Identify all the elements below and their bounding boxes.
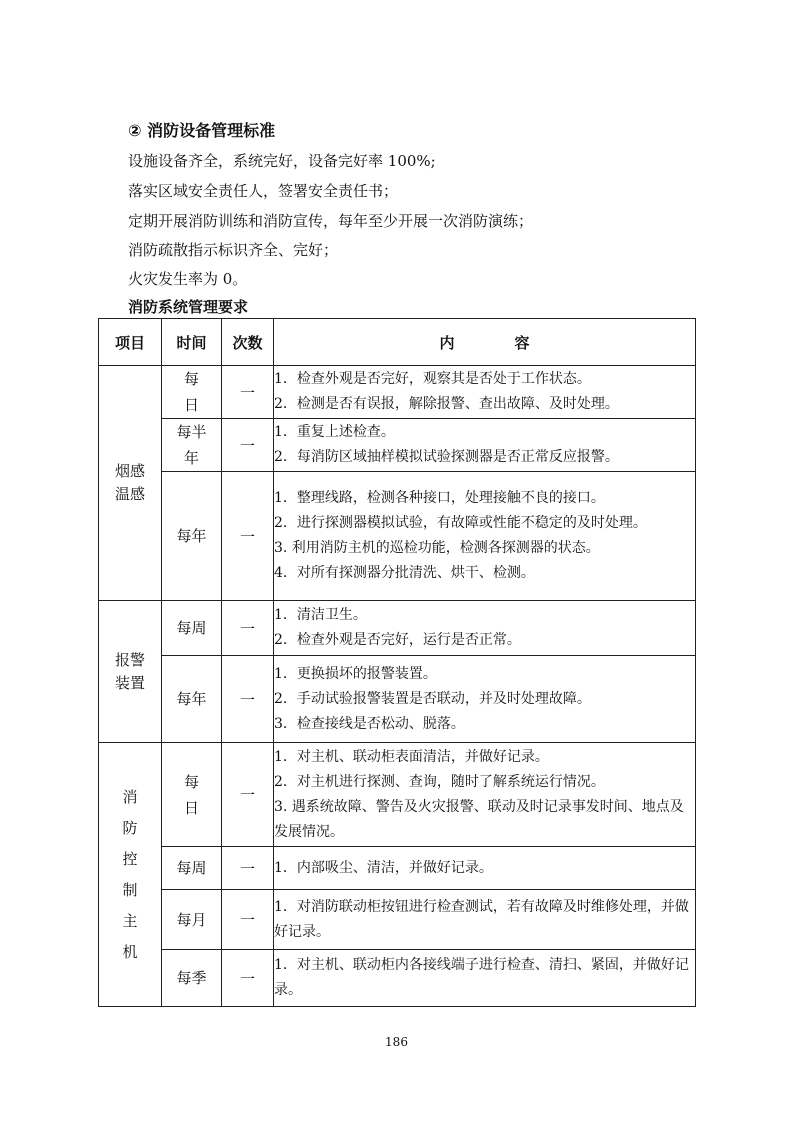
header-content: 内 容 (274, 319, 696, 366)
table-row (99, 950, 696, 1007)
content-cell (274, 890, 696, 950)
time-cell (162, 366, 222, 419)
table-row (99, 601, 696, 656)
count-cell: 一 (222, 601, 274, 656)
count-cell: 一 (222, 890, 274, 950)
table-row (99, 366, 696, 419)
paragraph-5: 火灾发生率为 0。 (128, 270, 248, 288)
category-label: 烟感温感 (115, 462, 146, 503)
count-cell: 一 (222, 743, 274, 847)
content-line: 1．内部吸尘、清洁，并做好记录。 (274, 859, 493, 876)
category-cell (99, 366, 162, 601)
count-cell: 一 (222, 656, 274, 743)
time-cell: 每年 (162, 656, 222, 743)
content-cell (274, 472, 696, 601)
time-label: 每日 (183, 772, 199, 817)
count-cell: 一 (222, 847, 274, 890)
time-cell: 每月 (162, 890, 222, 950)
page-number: 186 (385, 1035, 408, 1049)
content-line: 2．每消防区域抽样模拟试验探测器是否正常反应报警。 (274, 449, 619, 465)
content-line: 1．对消防联动柜按钮进行检查测试，若有故障及时维修处理，并做好记录。 (274, 898, 689, 940)
count-cell: 一 (222, 419, 274, 472)
header-time: 时间 (162, 319, 222, 366)
content-line: 2．手动试验报警装置是否联动，并及时处理故障。 (274, 690, 591, 707)
count-cell: 一 (222, 472, 274, 601)
table-header-row (99, 319, 696, 366)
table-row (99, 472, 696, 601)
time-cell (162, 419, 222, 472)
header-count: 次数 (222, 319, 274, 366)
table-row (99, 419, 696, 472)
paragraph-1: 设施设备齐全，系统完好，设备完好率 100%; (128, 152, 436, 170)
table-row (99, 743, 696, 847)
content-cell (274, 847, 696, 890)
content-cell (274, 656, 696, 743)
count-cell: 一 (222, 950, 274, 1007)
fire-system-table (98, 318, 696, 1007)
time-cell: 每年 (162, 472, 222, 601)
table-title: 消防系统管理要求 (128, 298, 249, 316)
content-line: 2．检查外观是否完好，运行是否正常。 (274, 632, 521, 648)
content-cell (274, 601, 696, 656)
content-line: 3．检查接线是否松动、脱落。 (274, 715, 465, 732)
section-heading: ② 消防设备管理标准 (128, 121, 276, 140)
time-label: 每日 (183, 370, 199, 414)
content-line: 3. 遇系统故障、警告及火灾报警、联动及时记录事发时间、地点及发展情况。 (274, 798, 684, 840)
time-cell: 每周 (162, 847, 222, 890)
count-cell: 一 (222, 366, 274, 419)
content-line: 1．更换损坏的报警装置。 (274, 665, 437, 682)
table-row (99, 847, 696, 890)
content-line: 1．对主机、联动柜内各接线端子进行检查、清扫、紧固，并做好记录。 (274, 957, 689, 998)
header-item: 项目 (99, 319, 162, 366)
time-label: 每半年 (176, 423, 207, 467)
content-line: 3. 利用消防主机的巡检功能，检测各探测器的状态。 (274, 540, 600, 556)
category-cell (99, 743, 162, 1007)
table-row (99, 656, 696, 743)
content-cell (274, 419, 696, 472)
content-line: 1．重复上述检查。 (274, 424, 395, 440)
time-cell (162, 743, 222, 847)
content-line: 1．清洁卫生。 (274, 607, 367, 623)
content-cell (274, 950, 696, 1007)
paragraph-3: 定期开展消防训练和消防宣传，每年至少开展一次消防演练； (128, 212, 534, 230)
category-label: 消防控制主机 (122, 787, 138, 961)
content-line: 1．对主机、联动柜表面清洁，并做好记录。 (274, 748, 549, 765)
time-cell: 每季 (162, 950, 222, 1007)
content-line: 4．对所有探测器分批清洗、烘干、检测。 (274, 565, 535, 581)
content-line: 1．整理线路，检测各种接口，处理接触不良的接口。 (274, 490, 605, 506)
paragraph-4: 消防疏散指示标识齐全、完好； (128, 241, 339, 259)
category-cell (99, 601, 162, 743)
content-cell (274, 366, 696, 419)
category-label: 报警装置 (115, 650, 146, 692)
content-cell (274, 743, 696, 847)
paragraph-2: 落实区域安全责任人，签署安全责任书； (128, 182, 399, 200)
content-line: 2．检测是否有误报，解除报警、查出故障、及时处理。 (274, 396, 619, 412)
content-line: 1．检查外观是否完好，观察其是否处于工作状态。 (274, 371, 591, 387)
table-row (99, 890, 696, 950)
content-line: 2．进行探测器模拟试验，有故障或性能不稳定的及时处理。 (274, 515, 647, 531)
time-cell: 每周 (162, 601, 222, 656)
content-line: 2．对主机进行探测、查询，随时了解系统运行情况。 (274, 773, 605, 790)
